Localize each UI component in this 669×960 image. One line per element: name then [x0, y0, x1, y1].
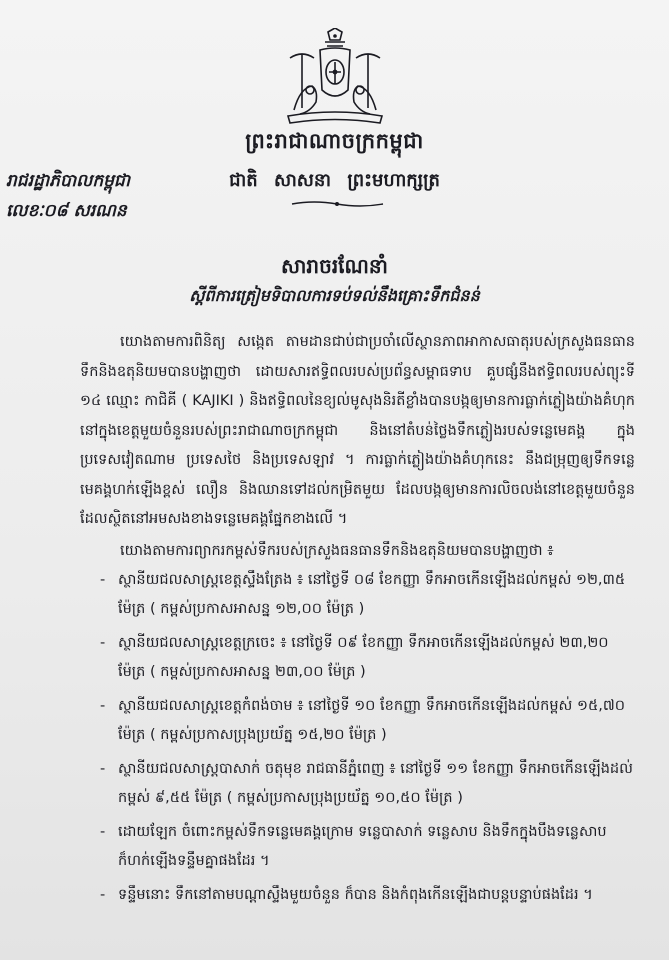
body-paragraph: [80, 328, 635, 535]
royal-coat-of-arms-icon: [280, 28, 390, 128]
reference-number: លេខៈ០៨ សរណន: [6, 201, 127, 221]
list-item-text: ទន្ទឹមនោះ ទឹកនៅតាមបណ្តាស្ទឹងមួយចំនួន ក៏បាន និងកំពុងកើនឡើងជាបន្តបន្ទាប់ផងដែរ ។: [118, 887, 593, 903]
list-item: - ដោយឡែក ចំពោះកម្ពស់ទឹកទន្លេមេគង្គក្រោម ទន្លេបាសាក់ ទន្លេសាប និងទឹកក្នុងបឹងទន្លេសាប ក៏ហក់ឡើងទន្ទឹមគ្នាផងដែរ ។: [100, 824, 607, 869]
forecast-intro: យោងតាមការព្យាករកម្ពស់ទឹករបស់ក្រសួងធនធានទឹកនិងឧតុនិយមបានបង្ហាញថា ៖: [120, 543, 554, 559]
list-item: - ស្ថានីយជលសាស្ត្រខេត្តកំពង់ចាម ៖ នៅថ្ងៃទី ១០ ខែកញ្ញា ទឹកអាចកើនឡើងដល់កម្ពស់ ១៥,៧០ ម៉ែត្រ ( កម្ពស់ប្រកាសប្រុងប្រយ័ត្ន ១៥,២០ ម៉ែត្រ ): [100, 698, 625, 743]
list-item-text: ស្ថានីយជលសាស្ត្រខេត្តកំពង់ចាម ៖ នៅថ្ងៃទី ១០ ខែកញ្ញា ទឹកអាចកើនឡើងដល់កម្ពស់ ១៥,៧០ ម៉ែត្រ ( កម្ពស់ប្រកាសប្រុងប្រយ័ត្ន ១៥,២០ ម៉ែត្រ ): [118, 698, 625, 743]
decorative-divider: [290, 200, 385, 208]
body-paragraph-text: យោងតាមការពិនិត្យ សង្កេត តាមដានជាប់ជាប្រចាំលើស្ថានភាពអាកាសធាតុរបស់ក្រសួងធនធានទឹកនិងឧតុនិយមបានបង្ហាញថា ដោយសារឥទ្ធិពលរបស់ប្រព័ន្ធសម្ពាធទាប គួបផ្សំនឹងឥទ្ធិពលរបស់ព្យុះទី ១៤ ឈ្មោះ កាជិគី ( KAJIKI ) និងឥទ្ធិពលនៃខ្យល់មូសុងនិរតីខ្លាំងបានបង្កឲ្យមានការធ្លាក់ភ្លៀងយ៉ាងគំហុកនៅក្នុងខេត្តមួយចំនួនរបស់ព្រះរាជាណាចក្រកម្ពុជា និងនៅតំបន់ថ្លៃងទឹកភ្លៀងរបស់ទន្លេមេគង្គ ក្នុងប្រទេសវៀតណាម ប្រទេសថៃ និងប្រទេសឡាវ ។ ការធ្លាក់ភ្លៀងយ៉ាងគំហុកនេះ នឹងជម្រុញឲ្យទឹកទន្លេមេគង្គហក់ឡើងខ្ពស់ លឿន និងឈានទៅដល់កម្រិតមួយ ដែលបង្កឲ្យមានការលិចលង់នៅខេត្តមួយចំនួន ដែលស្ថិតនៅអមសងខាងទន្លេមេគង្គផ្នែកខាងលើ ។: [80, 334, 635, 527]
list-item: - ទន្ទឹមនោះ ទឹកនៅតាមបណ្តាស្ទឹងមួយចំនួន ក៏បាន និងកំពុងកើនឡើងជាបន្តបន្ទាប់ផងដែរ ។: [100, 887, 593, 903]
list-item-text: ស្ថានីយជលសាស្ត្រខេត្តស្ទឹងត្រែង ៖ នៅថ្ងៃទី ០៨ ខែកញ្ញា ទឹកអាចកើនឡើងដល់កម្ពស់ ១២,៣៥ ម៉ែត្រ ( កម្ពស់ប្រកាសអាសន្ន ១២,០០ ម៉ែត្រ ): [118, 572, 626, 617]
list-item: - ស្ថានីយជលសាស្ត្របាសាក់ ចតុមុខ រាជធានីភ្នំពេញ ៖ នៅថ្ងៃទី ១១ ខែកញ្ញា ទឹកអាចកើនឡើងដល់កម្ពស់ ៩,៥៥ ម៉ែត្រ ( កម្ពស់ប្រកាសប្រុងប្រយ័ត្ន ១០,៥០ ម៉ែត្រ ): [100, 761, 633, 806]
list-item-text: ដោយឡែក ចំពោះកម្ពស់ទឹកទន្លេមេគង្គក្រោម ទន្លេបាសាក់ ទន្លេសាប និងទឹកក្នុងបឹងទន្លេសាប ក៏ហក់ឡើងទន្ទឹមគ្នាផងដែរ ។: [118, 824, 607, 869]
forecast-list: [100, 566, 640, 915]
document-title: សារាចរណែនាំ: [281, 254, 388, 278]
document-subtitle: ស្តីពីការត្រៀមទិបាលការទប់ទល់នឹងគ្រោះទឹកជំនន់: [189, 286, 480, 305]
list-item: - ស្ថានីយជលសាស្ត្រខេត្តស្ទឹងត្រែង ៖ នៅថ្ងៃទី ០៨ ខែកញ្ញា ទឹកអាចកើនឡើងដល់កម្ពស់ ១២,៣៥ ម៉ែត្រ ( កម្ពស់ប្រកាសអាសន្ន ១២,០០ ម៉ែត្រ ): [100, 572, 626, 617]
list-item-text: ស្ថានីយជលសាស្ត្រខេត្តក្រចេះ ៖ នៅថ្ងៃទី ០៩ ខែកញ្ញា ទឹកអាចកើនឡើងដល់កម្ពស់ ២៣,២០ ម៉ែត្រ ( កម្ពស់ប្រកាសអាសន្ន ២៣,០០ ម៉ែត្រ ): [118, 635, 609, 680]
issuing-authority: រាជរដ្ឋាភិបាលកម្ពុជា: [6, 171, 131, 191]
list-item-text: ស្ថានីយជលសាស្ត្របាសាក់ ចតុមុខ រាជធានីភ្នំពេញ ៖ នៅថ្ងៃទី ១១ ខែកញ្ញា ទឹកអាចកើនឡើងដល់កម្ពស់ ៩,៥៥ ម៉ែត្រ ( កម្ពស់ប្រកាសប្រុងប្រយ័ត្ន ១០,៥០ ម៉ែត្រ ): [118, 761, 633, 806]
national-motto: ជាតិ សាសនា ព្រះមហាក្សត្រ: [229, 170, 440, 191]
list-item: - ស្ថានីយជលសាស្ត្រខេត្តក្រចេះ ៖ នៅថ្ងៃទី ០៩ ខែកញ្ញា ទឹកអាចកើនឡើងដល់កម្ពស់ ២៣,២០ ម៉ែត្រ ( កម្ពស់ប្រកាសអាសន្ន ២៣,០០ ម៉ែត្រ ): [100, 635, 609, 680]
kingdom-heading: ព្រះរាជាណាចក្រកម្ពុជា: [245, 129, 424, 153]
